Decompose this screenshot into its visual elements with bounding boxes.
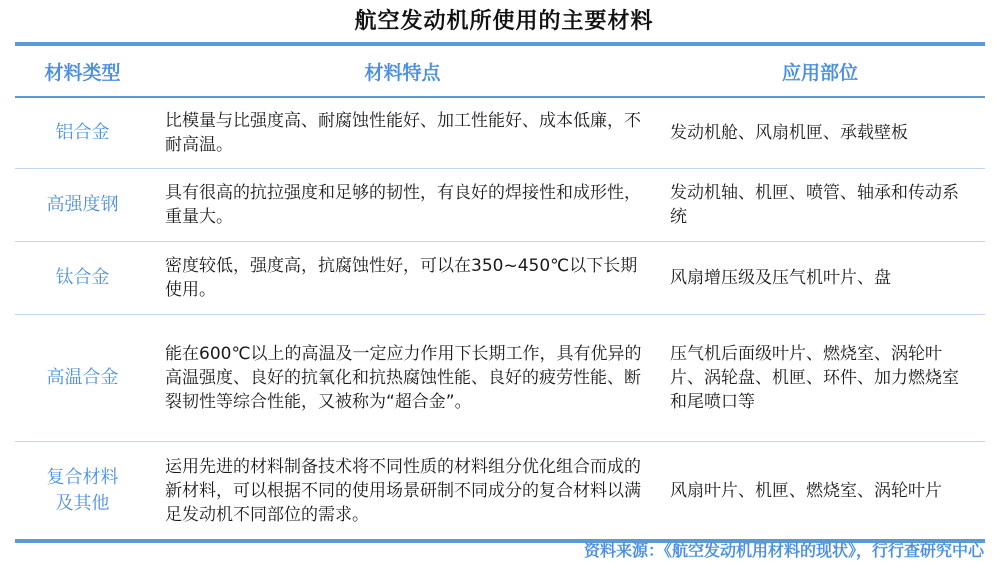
application-cell: 压气机后面级叶片、燃烧室、涡轮叶片、涡轮盘、机匣、环件、加力燃烧室和尾喷口等 — [670, 344, 959, 412]
material-features-cell: 密度较低，强度高，抗腐蚀性好，可以在350~450℃以下长期使用。 — [165, 256, 638, 300]
header-material-features: 材料特点 — [364, 61, 441, 84]
table-row — [15, 242, 985, 315]
header-application: 应用部位 — [781, 61, 858, 84]
material-type-cell: 钛合金 — [55, 267, 110, 288]
application-cell: 发动机舱、风扇机匣、承载壁板 — [670, 123, 908, 143]
table-row — [15, 315, 985, 442]
materials-table — [15, 42, 985, 543]
application-cell: 发动机轴、机匣、喷管、轴承和传动系统 — [670, 183, 959, 227]
material-features-cell: 能在600℃以上的高温及一定应力作用下长期工作，具有优异的高温强度、良好的抗氧化和抗热腐蚀性能、良好的疲劳性能、断裂韧性等综合性能，又被称为“超合金”。 — [165, 344, 642, 412]
application-cell: 风扇叶片、机匣、燃烧室、涡轮叶片 — [670, 480, 942, 501]
table-row — [15, 98, 985, 169]
material-type-cell: 高温合金 — [46, 367, 119, 388]
material-features-cell: 运用先进的材料制备技术将不同性质的材料组分优化组合而成的新材料，可以根据不同的使用场景研制不同成分的复合材料以满足发动机不同部位的需求。 — [165, 456, 641, 525]
material-type-cell: 铝合金 — [55, 122, 110, 143]
table-row — [15, 169, 985, 242]
material-features-cell: 比模量与比强度高、耐腐蚀性能好、加工性能好、成本低廉，不耐高温。 — [165, 111, 641, 155]
application-cell: 风扇增压级及压气机叶片、盘 — [670, 268, 891, 288]
header-material-type: 材料类型 — [44, 61, 121, 84]
material-type-cell: 高强度钢 — [46, 194, 119, 215]
table-header — [15, 46, 985, 98]
material-type-cell: 复合材料及其他 — [46, 466, 119, 514]
table-row — [15, 442, 985, 539]
page-title: 航空发动机所使用的主要材料 — [354, 9, 654, 34]
source-note: 资料来源：《航空发动机用材料的现状》，行行查研究中心 — [583, 541, 984, 560]
material-features-cell: 具有很高的抗拉强度和足够的韧性，有良好的焊接性和成形性，重量大。 — [165, 183, 641, 227]
